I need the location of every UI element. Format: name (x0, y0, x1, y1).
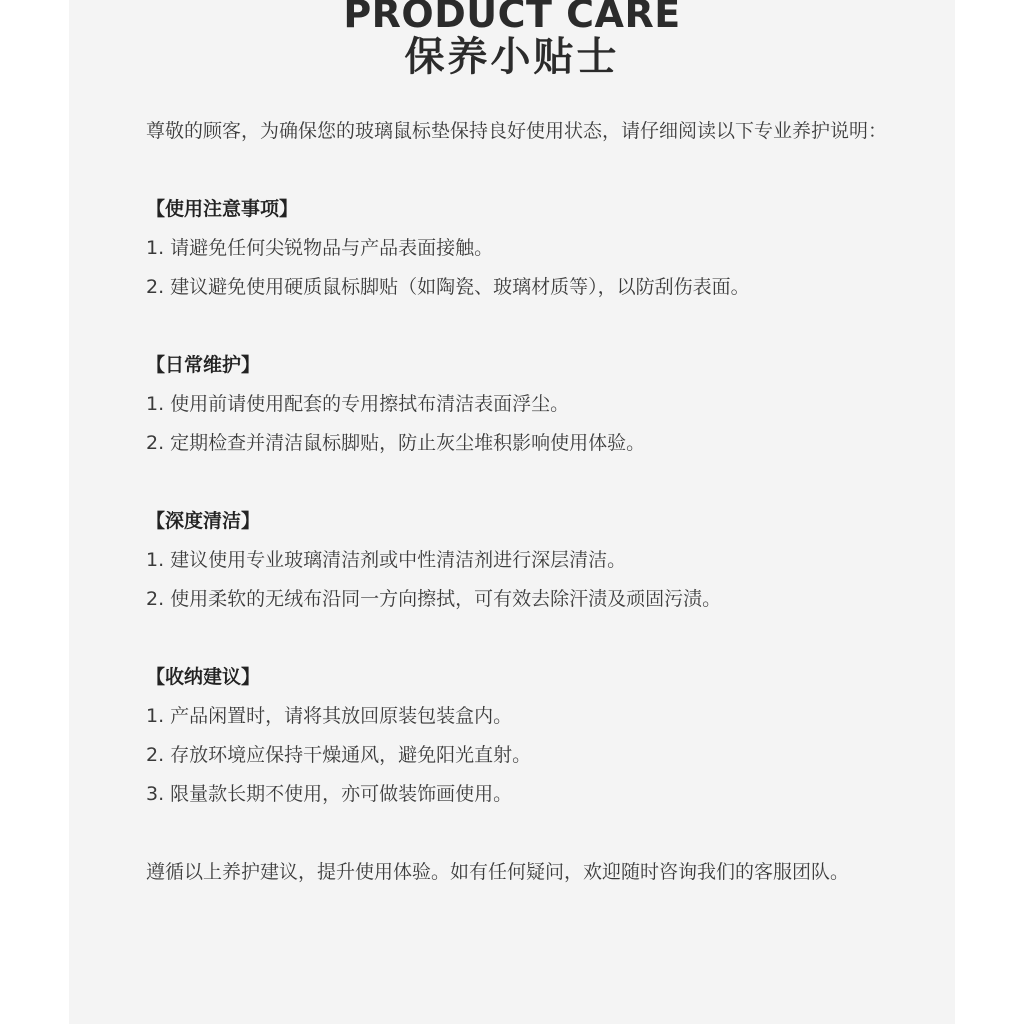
section-usage-notes (146, 190, 906, 307)
section-title: 【收纳建议】 (146, 666, 261, 688)
product-care-card (69, 0, 955, 1024)
section-deep-cleaning (146, 502, 906, 619)
section-item: 2. 定期检查并清洁鼠标脚贴，防止灰尘堆积影响使用体验。 (146, 432, 646, 454)
spacer (146, 814, 906, 853)
section-item: 2. 存放环境应保持干燥通风，避免阳光直射。 (146, 744, 532, 766)
care-content (146, 112, 906, 892)
section-storage-advice (146, 658, 906, 814)
section-item: 2. 建议避免使用硬质鼠标脚贴（如陶瓷、玻璃材质等），以防刮伤表面。 (146, 276, 750, 298)
spacer (146, 151, 906, 190)
intro-paragraph: 尊敬的顾客，为确保您的玻璃鼠标垫保持良好使用状态，请仔细阅读以下专业养护说明： (146, 120, 888, 142)
section-title: 【使用注意事项】 (146, 198, 299, 220)
section-item: 3. 限量款长期不使用，亦可做装饰画使用。 (146, 783, 513, 805)
section-daily-maintenance (146, 346, 906, 463)
section-item: 1. 产品闲置时，请将其放回原装包装盒内。 (146, 705, 513, 727)
title-english: PRODUCT CARE (343, 0, 681, 36)
spacer (146, 619, 906, 658)
section-item: 2. 使用柔软的无绒布沿同一方向擦拭，可有效去除汗渍及顽固污渍。 (146, 588, 722, 610)
section-title: 【日常维护】 (146, 354, 261, 376)
section-item: 1. 建议使用专业玻璃清洁剂或中性清洁剂进行深层清洁。 (146, 549, 627, 571)
section-title: 【深度清洁】 (146, 510, 261, 532)
spacer (146, 463, 906, 502)
section-item: 1. 请避免任何尖锐物品与产品表面接触。 (146, 237, 494, 259)
title-chinese: 保养小贴士 (404, 34, 620, 80)
spacer (146, 307, 906, 346)
section-item: 1. 使用前请使用配套的专用擦拭布清洁表面浮尘。 (146, 393, 570, 415)
closing-paragraph: 遵循以上养护建议，提升使用体验。如有任何疑问，欢迎随时咨询我们的客服团队。 (146, 861, 850, 883)
